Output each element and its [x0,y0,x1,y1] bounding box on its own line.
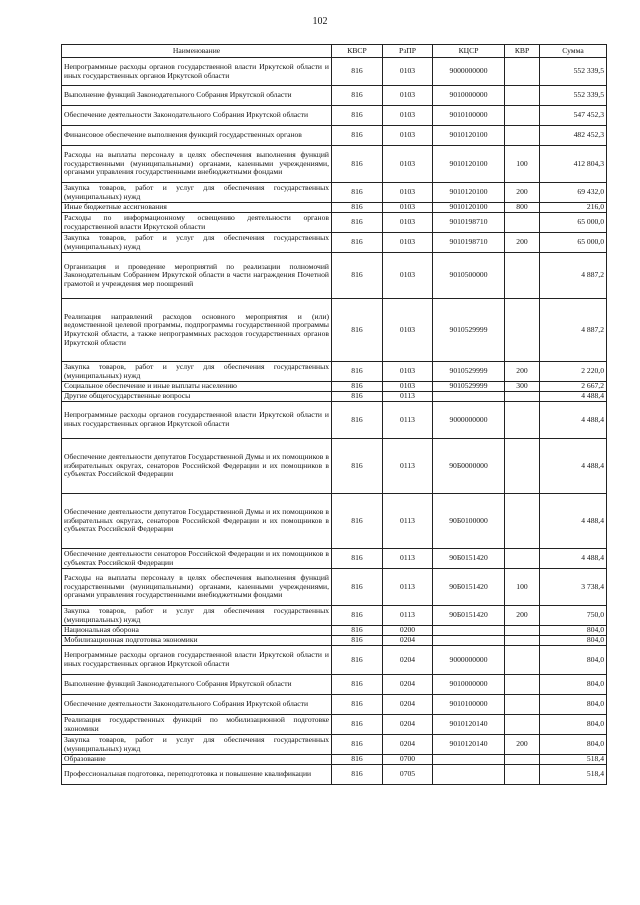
table-row [62,626,607,636]
row-sum-cell: 4 887,2 [540,253,607,299]
row-kvr-cell [505,715,540,735]
row-name-cell: Непрограммные расходы органов государственной власти Иркутской области и иных государственных органов Иркутской области [62,646,332,675]
column-header-sum: Сумма [540,45,607,58]
table-row [62,715,607,735]
table-row [62,735,607,755]
table-row [62,549,607,569]
row-name-cell: Обеспечение деятельности Законодательного Собрания Иркутской области [62,106,332,126]
row-kcsr-cell: 9010198710 [433,213,505,233]
row-kvsr-cell: 816 [332,494,383,549]
row-name-cell: Реализация государственных функций по мобилизационной подготовке экономики [62,715,332,735]
row-kvsr-cell: 816 [332,146,383,183]
row-kvsr-cell: 816 [332,755,383,765]
row-kcsr-cell: 9010529999 [433,382,505,392]
row-kvr-cell: 100 [505,146,540,183]
row-kvr-cell: 200 [505,362,540,382]
row-rzpr-cell: 0113 [383,494,433,549]
row-sum-cell: 412 804,3 [540,146,607,183]
row-sum-cell: 804,0 [540,636,607,646]
row-kcsr-cell: 9010120100 [433,126,505,146]
row-kvsr-cell: 816 [332,606,383,626]
row-sum-cell: 4 887,2 [540,299,607,362]
row-sum-cell: 547 452,3 [540,106,607,126]
row-kvr-cell: 300 [505,382,540,392]
row-rzpr-cell: 0204 [383,715,433,735]
row-kvsr-cell: 816 [332,362,383,382]
row-kcsr-cell: 90Б0151420 [433,569,505,606]
row-rzpr-cell: 0103 [383,126,433,146]
row-sum-cell: 216,0 [540,203,607,213]
row-rzpr-cell: 0204 [383,675,433,695]
row-kvr-cell [505,765,540,785]
row-kcsr-cell: 9010120100 [433,183,505,203]
row-name-cell: Закупка товаров, работ и услуг для обеспечения государственных (муниципальных) нужд [62,606,332,626]
table-row [62,299,607,362]
row-kvsr-cell: 816 [332,569,383,606]
row-name-cell: Образование [62,755,332,765]
table-row [62,382,607,392]
row-kvr-cell [505,402,540,439]
table-row [62,86,607,106]
row-sum-cell: 69 432,0 [540,183,607,203]
row-sum-cell: 4 488,4 [540,549,607,569]
row-kvr-cell [505,213,540,233]
row-rzpr-cell: 0204 [383,735,433,755]
row-kvsr-cell: 816 [332,695,383,715]
table-row [62,146,607,183]
row-kvr-cell [505,299,540,362]
row-sum-cell: 4 488,4 [540,494,607,549]
row-sum-cell: 804,0 [540,675,607,695]
row-name-cell: Закупка товаров, работ и услуг для обеспечения государственных (муниципальных) нужд [62,183,332,203]
table-row [62,646,607,675]
row-kvsr-cell: 816 [332,626,383,636]
row-kcsr-cell: 90Б0000000 [433,439,505,494]
row-sum-cell: 2 220,0 [540,362,607,382]
row-sum-cell: 750,0 [540,606,607,626]
row-kcsr-cell: 9010100000 [433,106,505,126]
row-name-cell: Реализация направлений расходов основного мероприятия и (или) ведомственной целевой программы, подпрограммы государственной программы Иркутской области, а также непрограммных расходов государственных органов Иркутской области [62,299,332,362]
row-kcsr-cell [433,392,505,402]
row-kcsr-cell: 90Б0151420 [433,606,505,626]
row-kvr-cell [505,626,540,636]
row-kvr-cell [505,755,540,765]
row-rzpr-cell: 0113 [383,549,433,569]
row-sum-cell: 552 339,5 [540,58,607,86]
row-kvr-cell: 200 [505,735,540,755]
row-kcsr-cell [433,626,505,636]
row-kvr-cell [505,636,540,646]
row-name-cell: Непрограммные расходы органов государственной власти Иркутской области и иных государственных органов Иркутской области [62,58,332,86]
row-kcsr-cell: 9010100000 [433,695,505,715]
row-rzpr-cell: 0103 [383,146,433,183]
row-name-cell: Организация и проведение мероприятий по реализации полномочий Законодательным Собранием Иркутской области в части награждения Почетной грамотой и учреждения мер поощрений [62,253,332,299]
row-kvsr-cell: 816 [332,382,383,392]
row-sum-cell: 2 667,2 [540,382,607,392]
table-row [62,636,607,646]
table-row [62,253,607,299]
table-header-row [62,45,607,58]
row-sum-cell: 552 339,5 [540,86,607,106]
row-kvsr-cell: 816 [332,392,383,402]
row-sum-cell: 518,4 [540,765,607,785]
row-kvr-cell: 200 [505,183,540,203]
row-name-cell: Финансовое обеспечение выполнения функций государственных органов [62,126,332,146]
row-rzpr-cell: 0103 [383,362,433,382]
row-kvsr-cell: 816 [332,402,383,439]
row-sum-cell: 804,0 [540,695,607,715]
row-kvsr-cell: 816 [332,715,383,735]
row-name-cell: Другие общегосударственные вопросы [62,392,332,402]
row-rzpr-cell: 0204 [383,646,433,675]
row-kcsr-cell: 9010000000 [433,675,505,695]
row-kcsr-cell [433,636,505,646]
row-name-cell: Закупка товаров, работ и услуг для обеспечения государственных (муниципальных) нужд [62,233,332,253]
row-name-cell: Закупка товаров, работ и услуг для обеспечения государственных (муниципальных) нужд [62,735,332,755]
table-row [62,695,607,715]
row-kvsr-cell: 816 [332,106,383,126]
row-kvsr-cell: 816 [332,439,383,494]
row-name-cell: Профессиональная подготовка, переподготовка и повышение квалификации [62,765,332,785]
row-kvr-cell [505,86,540,106]
row-kvr-cell: 100 [505,569,540,606]
row-sum-cell: 4 488,4 [540,392,607,402]
row-kvsr-cell: 816 [332,58,383,86]
row-name-cell: Закупка товаров, работ и услуг для обеспечения государственных (муниципальных) нужд [62,362,332,382]
row-rzpr-cell: 0113 [383,569,433,606]
table-row [62,233,607,253]
column-header-rzpr: РзПР [383,45,433,58]
row-kvr-cell: 200 [505,233,540,253]
row-kcsr-cell: 9010120100 [433,203,505,213]
table-row [62,765,607,785]
column-header-kvr: КВР [505,45,540,58]
table-row [62,439,607,494]
row-kvsr-cell: 816 [332,213,383,233]
row-kvr-cell [505,106,540,126]
row-name-cell: Расходы по информационному освещению деятельности органов государственной власти Иркутской области [62,213,332,233]
row-kcsr-cell: 9010500000 [433,253,505,299]
row-kcsr-cell: 9010120140 [433,715,505,735]
row-name-cell: Обеспечение деятельности Законодательного Собрания Иркутской области [62,695,332,715]
row-kvsr-cell: 816 [332,86,383,106]
row-rzpr-cell: 0103 [383,86,433,106]
row-kcsr-cell: 90Б0100000 [433,494,505,549]
row-kcsr-cell: 90Б0151420 [433,549,505,569]
row-kvr-cell [505,494,540,549]
row-sum-cell: 804,0 [540,715,607,735]
row-rzpr-cell: 0700 [383,755,433,765]
row-kvr-cell [505,392,540,402]
row-kvsr-cell: 816 [332,183,383,203]
row-name-cell: Выполнение функций Законодательного Собрания Иркутской области [62,86,332,106]
row-kvsr-cell: 816 [332,233,383,253]
row-name-cell: Мобилизационная подготовка экономики [62,636,332,646]
row-sum-cell: 482 452,3 [540,126,607,146]
row-rzpr-cell: 0113 [383,392,433,402]
row-kcsr-cell: 9000000000 [433,402,505,439]
row-rzpr-cell: 0204 [383,636,433,646]
table-row [62,58,607,86]
row-kvsr-cell: 816 [332,765,383,785]
row-name-cell: Обеспечение деятельности сенаторов Российской Федерации и их помощников в субъектах Российской Федерации [62,549,332,569]
row-kvr-cell [505,675,540,695]
row-kcsr-cell: 9000000000 [433,58,505,86]
row-sum-cell: 804,0 [540,735,607,755]
row-rzpr-cell: 0103 [383,106,433,126]
row-rzpr-cell: 0103 [383,382,433,392]
row-kvr-cell [505,58,540,86]
row-kcsr-cell [433,765,505,785]
table-row [62,392,607,402]
row-kvr-cell [505,126,540,146]
column-header-kcsr: КЦСР [433,45,505,58]
row-kvr-cell: 200 [505,606,540,626]
row-kcsr-cell: 9010000000 [433,86,505,106]
row-sum-cell: 518,4 [540,755,607,765]
row-kcsr-cell: 9010120140 [433,735,505,755]
table-row [62,606,607,626]
row-kcsr-cell: 9000000000 [433,646,505,675]
row-sum-cell: 4 488,4 [540,402,607,439]
row-kcsr-cell: 9010198710 [433,233,505,253]
row-rzpr-cell: 0113 [383,439,433,494]
row-rzpr-cell: 0103 [383,213,433,233]
table-row [62,362,607,382]
row-kvr-cell [505,439,540,494]
column-header-name: Наименование [62,45,332,58]
table-row [62,126,607,146]
row-name-cell: Социальное обеспечение и иные выплаты населению [62,382,332,392]
row-kcsr-cell [433,755,505,765]
row-kvsr-cell: 816 [332,253,383,299]
row-kvsr-cell: 816 [332,299,383,362]
row-kvr-cell [505,695,540,715]
row-kvsr-cell: 816 [332,675,383,695]
row-name-cell: Иные бюджетные ассигнования [62,203,332,213]
row-name-cell: Национальная оборона [62,626,332,636]
table-row [62,569,607,606]
row-kcsr-cell: 9010120100 [433,146,505,183]
row-kvr-cell [505,253,540,299]
row-sum-cell: 3 738,4 [540,569,607,606]
table-row [62,183,607,203]
table-row [62,402,607,439]
row-rzpr-cell: 0103 [383,58,433,86]
table-row [62,203,607,213]
row-rzpr-cell: 0113 [383,402,433,439]
row-rzpr-cell: 0200 [383,626,433,636]
row-sum-cell: 65 000,0 [540,233,607,253]
row-kvr-cell [505,549,540,569]
row-kvr-cell [505,646,540,675]
row-kvr-cell: 800 [505,203,540,213]
table-row [62,106,607,126]
row-rzpr-cell: 0103 [383,203,433,213]
table-row [62,755,607,765]
row-rzpr-cell: 0204 [383,695,433,715]
column-header-kvsr: КВСР [332,45,383,58]
row-rzpr-cell: 0103 [383,183,433,203]
row-kvsr-cell: 816 [332,549,383,569]
row-name-cell: Непрограммные расходы органов государственной власти Иркутской области и иных государственных органов Иркутской области [62,402,332,439]
row-sum-cell: 4 488,4 [540,439,607,494]
row-name-cell: Обеспечение деятельности депутатов Государственной Думы и их помощников в избирательных округах, сенаторов Российской Федерации и их помощников в субъектах Российской Федерации [62,494,332,549]
row-kcsr-cell: 9010529999 [433,299,505,362]
row-sum-cell: 804,0 [540,626,607,636]
row-kvsr-cell: 816 [332,126,383,146]
row-name-cell: Расходы на выплаты персоналу в целях обеспечения выполнения функций государственными (муниципальными) органами, казенными учреждениями, органами управления государственными внебюджетными фондами [62,569,332,606]
row-kvsr-cell: 816 [332,203,383,213]
table-row [62,213,607,233]
row-kvsr-cell: 816 [332,636,383,646]
table-row [62,494,607,549]
row-rzpr-cell: 0103 [383,233,433,253]
row-sum-cell: 804,0 [540,646,607,675]
row-kcsr-cell: 9010529999 [433,362,505,382]
row-kvsr-cell: 816 [332,646,383,675]
row-name-cell: Расходы на выплаты персоналу в целях обеспечения выполнения функций государственными (муниципальными) органами, казенными учреждениями, органами управления государственными внебюджетными фондами [62,146,332,183]
row-rzpr-cell: 0103 [383,253,433,299]
page-number: 102 [312,16,328,27]
row-rzpr-cell: 0103 [383,299,433,362]
table-row [62,675,607,695]
row-sum-cell: 65 000,0 [540,213,607,233]
budget-table [61,44,607,785]
row-rzpr-cell: 0705 [383,765,433,785]
row-name-cell: Обеспечение деятельности депутатов Государственной Думы и их помощников в избирательных округах, сенаторов Российской Федерации и их помощников в субъектах Российской Федерации [62,439,332,494]
row-kvsr-cell: 816 [332,735,383,755]
row-rzpr-cell: 0113 [383,606,433,626]
row-name-cell: Выполнение функций Законодательного Собрания Иркутской области [62,675,332,695]
